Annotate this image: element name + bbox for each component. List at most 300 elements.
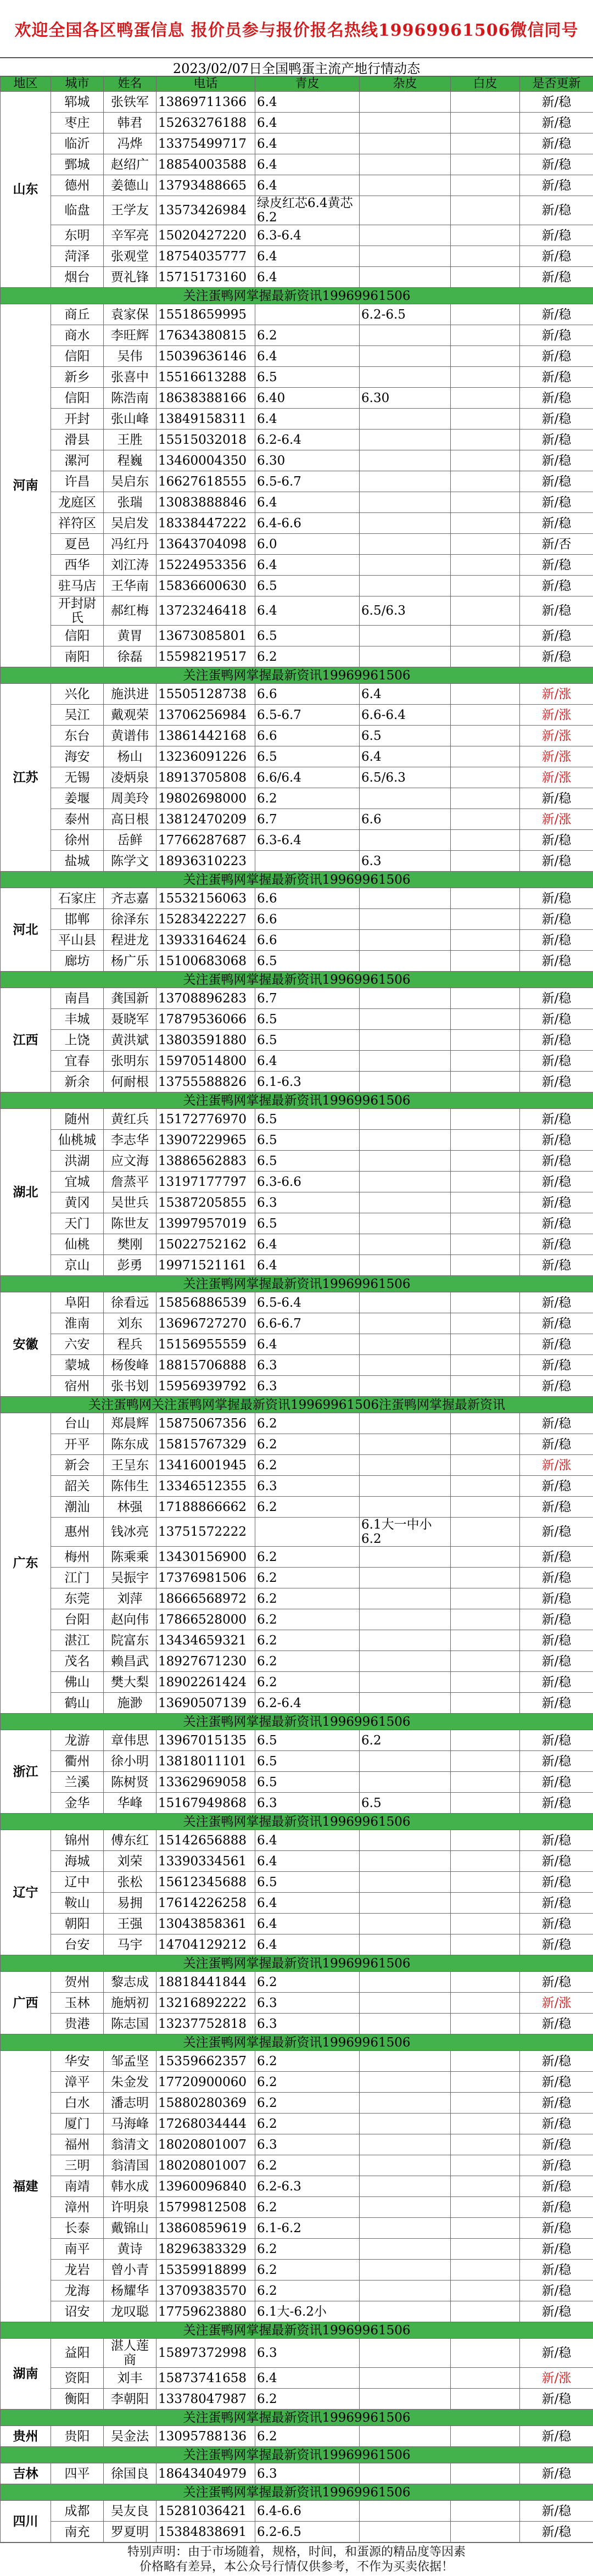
green-shell-cell: 6.5 — [255, 1109, 360, 1130]
table-row — [1, 1651, 593, 1672]
update-status-cell: 新/稳 — [520, 1009, 593, 1030]
table-row — [1, 113, 593, 133]
city-cell: 佛山 — [51, 1672, 104, 1693]
name-cell: 林强 — [104, 1497, 156, 1518]
name-cell: 郑晨辉 — [104, 1413, 156, 1434]
phone-cell: 15505128738 — [156, 684, 255, 705]
city-cell: 德州 — [51, 175, 104, 196]
green-shell-cell: 6.6-6.7 — [255, 1313, 360, 1334]
update-status-cell: 新/稳 — [520, 2176, 593, 2197]
name-cell: 刘萍 — [104, 1588, 156, 1609]
mixed-shell-cell — [360, 1693, 451, 1714]
update-status-cell: 新/稳 — [520, 2501, 593, 2522]
table-row — [1, 133, 593, 154]
name-cell: 周美玲 — [104, 788, 156, 809]
name-cell: 刘江涛 — [104, 555, 156, 576]
region-cell: 湖北 — [1, 1109, 51, 1276]
phone-cell: 15856886539 — [156, 1292, 255, 1313]
white-shell-cell — [451, 1872, 520, 1893]
green-shell-cell: 6.6 — [255, 684, 360, 705]
mixed-shell-cell — [360, 2522, 451, 2542]
green-shell-cell: 6.2 — [255, 2051, 360, 2072]
update-status-cell: 新/稳 — [520, 1568, 593, 1588]
update-status-cell: 新/稳 — [520, 1934, 593, 1955]
mixed-shell-cell — [360, 555, 451, 576]
name-cell: 徐看远 — [104, 1292, 156, 1313]
name-cell: 姜德山 — [104, 175, 156, 196]
green-shell-cell: 6.1大-6.2小 — [255, 2301, 360, 2322]
green-shell-cell: 6.4 — [255, 1255, 360, 1276]
green-shell-cell: 6.5 — [255, 1772, 360, 1793]
phone-cell: 13869711366 — [156, 92, 255, 113]
phone-cell: 13690507139 — [156, 1693, 255, 1714]
city-cell: 滑县 — [51, 430, 104, 450]
city-cell: 东莞 — [51, 1588, 104, 1609]
phone-cell: 13362969058 — [156, 1772, 255, 1793]
city-cell: 海安 — [51, 746, 104, 767]
phone-cell: 13043858361 — [156, 1914, 255, 1934]
green-shell-cell: 6.5-6.4 — [255, 1292, 360, 1313]
report-title: 2023/02/07日全国鸭蛋主流产地行情动态 — [0, 58, 593, 76]
mixed-shell-cell — [360, 1830, 451, 1851]
phone-cell: 15873741658 — [156, 2368, 255, 2389]
green-shell-cell: 6.2 — [255, 1413, 360, 1434]
mixed-shell-cell — [360, 450, 451, 471]
name-cell: 戴观荣 — [104, 705, 156, 726]
region-cell: 吉林 — [1, 2463, 51, 2484]
white-shell-cell — [451, 154, 520, 175]
name-cell: 凌炳泉 — [104, 767, 156, 788]
white-shell-cell — [451, 1518, 520, 1547]
white-shell-cell — [451, 1630, 520, 1651]
name-cell: 李旺辉 — [104, 325, 156, 346]
white-shell-cell — [451, 492, 520, 513]
section-banner-row — [1, 2484, 593, 2501]
city-cell: 三明 — [51, 2155, 104, 2176]
name-cell: 施炳初 — [104, 1993, 156, 2014]
city-cell: 徐州 — [51, 830, 104, 851]
table-row — [1, 626, 593, 646]
update-status-cell: 新/稳 — [520, 1730, 593, 1751]
table-row — [1, 1172, 593, 1192]
white-shell-cell — [451, 1255, 520, 1276]
green-shell-cell — [255, 1518, 360, 1547]
green-shell-cell: 6.2 — [255, 2093, 360, 2114]
update-status-cell: 新/稳 — [520, 1255, 593, 1276]
name-cell: 黄谱伟 — [104, 726, 156, 746]
city-cell: 石家庄 — [51, 888, 104, 909]
mixed-shell-cell — [360, 513, 451, 534]
mixed-shell-cell — [360, 1672, 451, 1693]
table-row — [1, 1568, 593, 1588]
table-row — [1, 1434, 593, 1455]
white-shell-cell — [451, 409, 520, 430]
white-shell-cell — [451, 1651, 520, 1672]
table-row — [1, 1355, 593, 1376]
green-shell-cell: 6.6 — [255, 909, 360, 930]
table-row — [1, 2301, 593, 2322]
green-shell-cell: 6.2 — [255, 2281, 360, 2301]
mixed-shell-cell — [360, 1376, 451, 1397]
update-status-cell: 新/稳 — [520, 196, 593, 225]
name-cell: 徐泽东 — [104, 909, 156, 930]
phone-cell: 13237752818 — [156, 2014, 255, 2034]
city-cell: 商水 — [51, 325, 104, 346]
update-status-cell: 新/稳 — [520, 1851, 593, 1872]
city-cell: 祥符区 — [51, 513, 104, 534]
update-status-cell: 新/稳 — [520, 2014, 593, 2034]
city-cell: 盐城 — [51, 851, 104, 872]
region-cell: 山东 — [1, 92, 51, 288]
table-row — [1, 2176, 593, 2197]
white-shell-cell — [451, 2281, 520, 2301]
city-cell: 信阳 — [51, 346, 104, 367]
name-cell: 潘志明 — [104, 2093, 156, 2114]
table-row — [1, 2463, 593, 2484]
city-cell: 京山 — [51, 1255, 104, 1276]
region-cell: 安徽 — [1, 1292, 51, 1397]
mixed-shell-cell — [360, 246, 451, 267]
white-shell-cell — [451, 1672, 520, 1693]
table-row — [1, 1793, 593, 1814]
mixed-shell-cell — [360, 1130, 451, 1151]
city-cell: 泰州 — [51, 809, 104, 830]
section-banner-row — [1, 2322, 593, 2339]
name-cell: 高日根 — [104, 809, 156, 830]
phone-cell: 18643404979 — [156, 2463, 255, 2484]
table-row — [1, 513, 593, 534]
green-shell-cell: 6.3 — [255, 2339, 360, 2368]
section-banner-row — [1, 1814, 593, 1830]
column-header: 杂皮 — [360, 77, 451, 92]
column-header: 白皮 — [451, 77, 520, 92]
green-shell-cell — [255, 304, 360, 325]
city-cell: 蒙城 — [51, 1355, 104, 1376]
table-row — [1, 225, 593, 246]
phone-cell: 17720900060 — [156, 2072, 255, 2093]
section-banner-row — [1, 872, 593, 888]
table-row — [1, 788, 593, 809]
green-shell-cell: 6.2 — [255, 2155, 360, 2176]
name-cell: 杨山 — [104, 746, 156, 767]
phone-cell: 18854003588 — [156, 154, 255, 175]
phone-cell: 15359918899 — [156, 2260, 255, 2281]
white-shell-cell — [451, 1213, 520, 1234]
phone-cell: 15970514800 — [156, 1051, 255, 1072]
white-shell-cell — [451, 2014, 520, 2034]
city-cell: 厦门 — [51, 2114, 104, 2134]
white-shell-cell — [451, 1313, 520, 1334]
section-banner: 关注蛋鸭网掌握最新资讯19969961506 — [1, 1955, 593, 1972]
city-cell: 龙海 — [51, 2281, 104, 2301]
mixed-shell-cell — [360, 2155, 451, 2176]
city-cell: 漯河 — [51, 450, 104, 471]
name-cell: 冯烨 — [104, 133, 156, 154]
city-cell: 海城 — [51, 1851, 104, 1872]
city-cell: 西华 — [51, 555, 104, 576]
table-row — [1, 1497, 593, 1518]
phone-cell: 15283422227 — [156, 909, 255, 930]
green-shell-cell: 6.30 — [255, 450, 360, 471]
city-cell: 新乡 — [51, 367, 104, 388]
section-banner: 关注蛋鸭网掌握最新资讯19969961506 — [1, 872, 593, 888]
table-row — [1, 409, 593, 430]
green-shell-cell: 6.4 — [255, 1830, 360, 1851]
phone-cell: 15715173160 — [156, 267, 255, 288]
mixed-shell-cell — [360, 1993, 451, 2014]
name-cell: 钱冰亮 — [104, 1518, 156, 1547]
green-shell-cell: 6.4 — [255, 555, 360, 576]
table-row — [1, 2426, 593, 2447]
phone-cell: 17759623880 — [156, 2301, 255, 2322]
green-shell-cell: 6.2 — [255, 1630, 360, 1651]
update-status-cell: 新/稳 — [520, 2155, 593, 2176]
city-cell: 锦州 — [51, 1830, 104, 1851]
green-shell-cell: 6.7 — [255, 809, 360, 830]
update-status-cell: 新/稳 — [520, 626, 593, 646]
phone-cell: 15897372998 — [156, 2339, 255, 2368]
city-cell: 信阳 — [51, 388, 104, 409]
green-shell-cell: 6.4 — [255, 346, 360, 367]
green-shell-cell: 6.2 — [255, 1609, 360, 1630]
section-banner: 关注蛋鸭网掌握最新资讯19969961506 — [1, 1276, 593, 1292]
table-row — [1, 1009, 593, 1030]
white-shell-cell — [451, 830, 520, 851]
phone-cell: 18927671230 — [156, 1651, 255, 1672]
mixed-shell-cell — [360, 175, 451, 196]
update-status-cell: 新/稳 — [520, 2463, 593, 2484]
phone-cell: 18338447222 — [156, 513, 255, 534]
mixed-shell-cell — [360, 1609, 451, 1630]
table-row — [1, 909, 593, 930]
city-cell: 商丘 — [51, 304, 104, 325]
name-cell: 张瑞 — [104, 492, 156, 513]
table-row — [1, 430, 593, 450]
green-shell-cell: 6.40 — [255, 388, 360, 409]
name-cell: 郝红梅 — [104, 596, 156, 626]
section-banner: 关注蛋鸭网掌握最新资讯19969961506 — [1, 2410, 593, 2426]
phone-cell: 13375499717 — [156, 133, 255, 154]
table-row — [1, 2072, 593, 2093]
white-shell-cell — [451, 2239, 520, 2260]
white-shell-cell — [451, 325, 520, 346]
update-status-cell: 新/稳 — [520, 1651, 593, 1672]
table-row — [1, 2281, 593, 2301]
table-row — [1, 2197, 593, 2218]
name-cell: 王强 — [104, 1914, 156, 1934]
phone-cell: 18296383329 — [156, 2239, 255, 2260]
white-shell-cell — [451, 92, 520, 113]
phone-cell: 15172776970 — [156, 1109, 255, 1130]
city-cell: 玉林 — [51, 1993, 104, 2014]
white-shell-cell — [451, 267, 520, 288]
phone-cell: 18815706888 — [156, 1355, 255, 1376]
price-table — [0, 76, 593, 2542]
name-cell: 邹孟坚 — [104, 2051, 156, 2072]
city-cell: 开封尉氏 — [51, 596, 104, 626]
city-cell: 资阳 — [51, 2368, 104, 2389]
update-status-cell: 新/稳 — [520, 1313, 593, 1334]
white-shell-cell — [451, 951, 520, 972]
table-row — [1, 1213, 593, 1234]
city-cell: 吴江 — [51, 705, 104, 726]
mixed-shell-cell — [360, 2339, 451, 2368]
city-cell: 枣庄 — [51, 113, 104, 133]
section-banner-row — [1, 2447, 593, 2463]
section-banner-row — [1, 1714, 593, 1730]
update-status-cell: 新/涨 — [520, 1455, 593, 1476]
mixed-shell-cell — [360, 2014, 451, 2034]
city-cell: 惠州 — [51, 1518, 104, 1547]
name-cell: 张书划 — [104, 1376, 156, 1397]
table-row — [1, 951, 593, 972]
name-cell: 吴启东 — [104, 471, 156, 492]
name-cell: 黄胃 — [104, 626, 156, 646]
green-shell-cell: 绿皮红芯6.4黄芯6.2 — [255, 196, 360, 225]
white-shell-cell — [451, 2176, 520, 2197]
name-cell: 应文海 — [104, 1151, 156, 1172]
table-row — [1, 2155, 593, 2176]
table-row — [1, 2134, 593, 2155]
white-shell-cell — [451, 133, 520, 154]
name-cell: 徐磊 — [104, 646, 156, 667]
region-cell: 河南 — [1, 304, 51, 667]
update-status-cell: 新/稳 — [520, 2051, 593, 2072]
mixed-shell-cell: 6.2 — [360, 1730, 451, 1751]
name-cell: 翁清国 — [104, 2155, 156, 2176]
update-status-cell: 新/稳 — [520, 1072, 593, 1092]
mixed-shell-cell — [360, 788, 451, 809]
white-shell-cell — [451, 2155, 520, 2176]
table-row — [1, 2368, 593, 2389]
mixed-shell-cell — [360, 2218, 451, 2239]
update-status-cell: 新/稳 — [520, 1213, 593, 1234]
phone-cell: 19802698000 — [156, 788, 255, 809]
city-cell: 台山 — [51, 1413, 104, 1434]
mixed-shell-cell — [360, 1568, 451, 1588]
column-header-row — [1, 77, 593, 92]
update-status-cell: 新/涨 — [520, 684, 593, 705]
phone-cell: 17634380815 — [156, 325, 255, 346]
update-status-cell: 新/稳 — [520, 2072, 593, 2093]
mixed-shell-cell — [360, 1151, 451, 1172]
white-shell-cell — [451, 1413, 520, 1434]
update-status-cell: 新/稳 — [520, 246, 593, 267]
region-cell: 河北 — [1, 888, 51, 972]
name-cell: 杨广乐 — [104, 951, 156, 972]
name-cell: 马海峰 — [104, 2114, 156, 2134]
phone-cell: 13696727270 — [156, 1313, 255, 1334]
green-shell-cell: 6.5 — [255, 1151, 360, 1172]
mixed-shell-cell — [360, 1434, 451, 1455]
phone-cell: 13216892222 — [156, 1993, 255, 2014]
city-cell: 临盘 — [51, 196, 104, 225]
white-shell-cell — [451, 2260, 520, 2281]
table-row — [1, 1255, 593, 1276]
white-shell-cell — [451, 2389, 520, 2410]
phone-cell: 13573426984 — [156, 196, 255, 225]
city-cell: 湛江 — [51, 1630, 104, 1651]
green-shell-cell: 6.5-6.7 — [255, 705, 360, 726]
update-status-cell: 新/稳 — [520, 1630, 593, 1651]
region-cell: 广东 — [1, 1413, 51, 1714]
city-cell: 茂名 — [51, 1651, 104, 1672]
mixed-shell-cell — [360, 2463, 451, 2484]
white-shell-cell — [451, 346, 520, 367]
green-shell-cell: 6.2-6.5 — [255, 2522, 360, 2542]
name-cell: 吴伟 — [104, 346, 156, 367]
phone-cell: 15281036421 — [156, 2501, 255, 2522]
section-banner: 关注蛋鸭网关注蛋鸭网掌握最新资讯19969961506注蛋鸭网掌握最新资讯 — [1, 1397, 593, 1413]
green-shell-cell: 6.2-6.4 — [255, 430, 360, 450]
table-row — [1, 267, 593, 288]
section-banner: 关注蛋鸭网掌握最新资讯19969961506 — [1, 2447, 593, 2463]
update-status-cell: 新/稳 — [520, 175, 593, 196]
update-status-cell: 新/稳 — [520, 513, 593, 534]
white-shell-cell — [451, 304, 520, 325]
update-status-cell: 新/涨 — [520, 705, 593, 726]
white-shell-cell — [451, 1151, 520, 1172]
green-shell-cell: 6.4 — [255, 492, 360, 513]
green-shell-cell: 6.2 — [255, 2389, 360, 2410]
table-row — [1, 705, 593, 726]
green-shell-cell: 6.5 — [255, 1213, 360, 1234]
table-row — [1, 1751, 593, 1772]
city-cell: 夏邑 — [51, 534, 104, 555]
green-shell-cell: 6.5 — [255, 1751, 360, 1772]
table-row — [1, 534, 593, 555]
white-shell-cell — [451, 646, 520, 667]
white-shell-cell — [451, 1693, 520, 1714]
white-shell-cell — [451, 2134, 520, 2155]
mixed-shell-cell — [360, 2176, 451, 2197]
table-row — [1, 555, 593, 576]
green-shell-cell: 6.4 — [255, 1234, 360, 1255]
white-shell-cell — [451, 596, 520, 626]
update-status-cell: 新/稳 — [520, 1547, 593, 1568]
update-status-cell: 新/稳 — [520, 2426, 593, 2447]
green-shell-cell: 6.4 — [255, 1914, 360, 1934]
update-status-cell: 新/稳 — [520, 1972, 593, 1993]
phone-cell: 14704129212 — [156, 1934, 255, 1955]
name-cell: 赖昌武 — [104, 1651, 156, 1672]
phone-cell: 15263276188 — [156, 113, 255, 133]
name-cell: 湛人莲商 — [104, 2339, 156, 2368]
name-cell: 杨俊峰 — [104, 1355, 156, 1376]
table-row — [1, 1672, 593, 1693]
update-status-cell: 新/稳 — [520, 471, 593, 492]
green-shell-cell: 6.2 — [255, 2426, 360, 2447]
disclaimer-line-2: 价格略有差异，本公众号行情仅供参考，不作为买卖依据！ — [127, 2560, 466, 2574]
phone-cell: 13095788136 — [156, 2426, 255, 2447]
phone-cell: 17268034444 — [156, 2114, 255, 2134]
green-shell-cell: 6.2-6.3 — [255, 2176, 360, 2197]
mixed-shell-cell — [360, 2197, 451, 2218]
phone-cell: 15875067356 — [156, 1413, 255, 1434]
mixed-shell-cell: 6.6-6.4 — [360, 705, 451, 726]
update-status-cell: 新/稳 — [520, 596, 593, 626]
name-cell: 聂晓军 — [104, 1009, 156, 1030]
white-shell-cell — [451, 1172, 520, 1192]
name-cell: 陈世友 — [104, 1213, 156, 1234]
city-cell: 漳平 — [51, 2072, 104, 2093]
green-shell-cell: 6.3 — [255, 2014, 360, 2034]
green-shell-cell: 6.2 — [255, 325, 360, 346]
name-cell: 赵绍广 — [104, 154, 156, 175]
table-row — [1, 646, 593, 667]
phone-cell: 13236091226 — [156, 746, 255, 767]
name-cell: 程进龙 — [104, 930, 156, 951]
